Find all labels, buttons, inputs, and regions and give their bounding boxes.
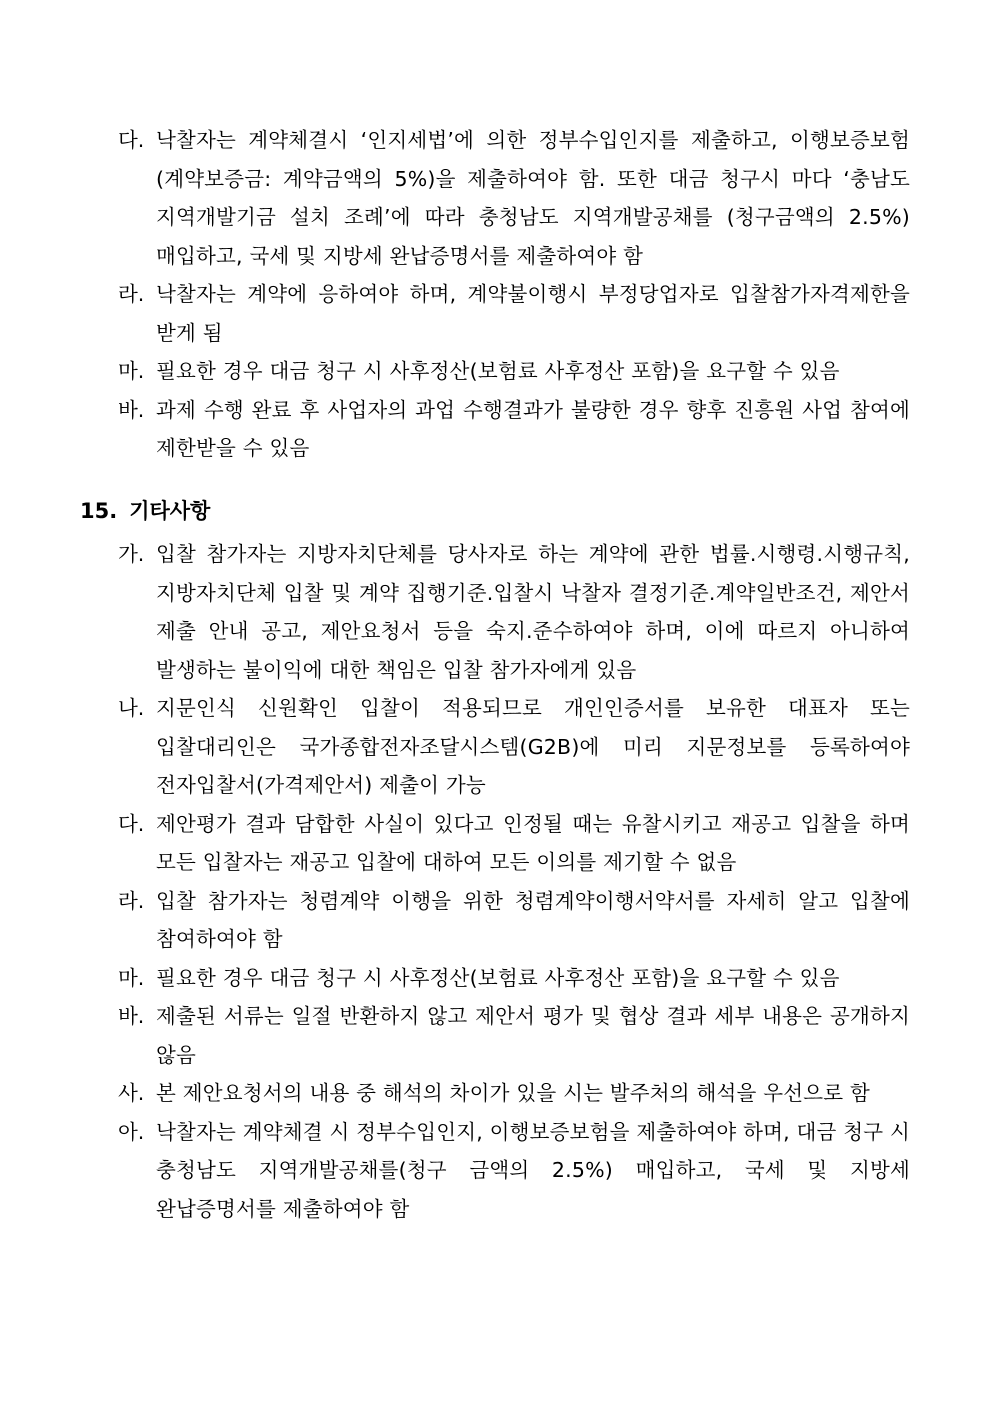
continued-list [118, 121, 910, 468]
list-marker: 가. [118, 542, 145, 566]
list-item [118, 1113, 910, 1229]
list-item [118, 1074, 910, 1113]
list-item-text: 입찰 참가자는 청렴계약 이행을 위한 청렴계약이행서약서를 자세히 알고 입찰에 참여하여야 함 [156, 888, 910, 951]
section-title: 기타사항 [129, 499, 211, 523]
list-item [118, 535, 910, 689]
list-marker: 라. [118, 888, 145, 913]
section-number: 15. [80, 499, 118, 523]
list-item-text: 낙찰자는 계약에 응하여야 하며, 계약불이행시 부정당업자로 입찰참가자격제한을 받게 됨 [156, 282, 910, 345]
list-item-text: 입찰 참가자는 지방자치단체를 당사자로 하는 계약에 관한 법률.시행령.시행규칙, 지방자치단체 입찰 및 계약 집행기준.입찰시 낙찰자 결정기준.계약일반조건, 제안서 제출 안내 공고, 제안요청서 등을 숙지.준수하여야 하며, 이에 따르지 아니하여 발생하는 불이익에 대한 책임은 입찰 참가자에게 있음 [156, 542, 910, 682]
list-item [118, 805, 910, 882]
list-item-text: 낙찰자는 계약체결시 ‘인지세법’에 의한 정부수입인지를 제출하고, 이행보증보험(계약보증금: 계약금액의 5%)을 제출하여야 함. 또한 대금 청구시 마다 ‘충남도 지역개발기금 설치 조례’에 따라 충청남도 지역개발공채를 (청구금액의 2.5%) 매입하고, 국세 및 지방세 완납증명서를 제출하여야 함 [156, 128, 910, 268]
list-item [118, 882, 910, 959]
list-marker: 다. [118, 128, 145, 152]
list-marker: 나. [118, 696, 145, 720]
list-item-text: 제출된 서류는 일절 반환하지 않고 제안서 평가 및 협상 결과 세부 내용은 공개하지 않음 [156, 1004, 910, 1067]
section-heading [80, 495, 210, 527]
list-item [118, 997, 910, 1074]
list-marker: 바. [118, 1004, 145, 1028]
section-list [118, 535, 910, 1228]
list-marker: 아. [118, 1119, 145, 1144]
list-item [118, 121, 910, 275]
list-item [118, 689, 910, 805]
list-item-text: 본 제안요청서의 내용 중 해석의 차이가 있을 시는 발주처의 해석을 우선으로 함 [156, 1081, 870, 1105]
list-item [118, 391, 910, 468]
list-item [118, 275, 910, 352]
list-item-text: 필요한 경우 대금 청구 시 사후정산(보험료 사후정산 포함)을 요구할 수 있음 [156, 965, 840, 990]
list-marker: 마. [118, 359, 145, 383]
list-marker: 마. [118, 965, 145, 990]
list-item [118, 352, 910, 391]
list-marker: 라. [118, 282, 145, 306]
list-item [118, 959, 910, 998]
list-item-text: 과제 수행 완료 후 사업자의 과업 수행결과가 불량한 경우 향후 진흥원 사업 참여에 제한받을 수 있음 [156, 397, 910, 460]
list-item-text: 지문인식 신원확인 입찰이 적용되므로 개인인증서를 보유한 대표자 또는 입찰대리인은 국가종합전자조달시스템(G2B)에 미리 지문정보를 등록하여야 전자입찰서(가격제안서) 제출이 가능 [156, 696, 910, 797]
list-item-text: 낙찰자는 계약체결 시 정부수입인지, 이행보증보험을 제출하여야 하며, 대금 청구 시 충청남도 지역개발공채를(청구 금액의 2.5%) 매입하고, 국세 및 지방세 완납증명서를 제출하여야 함 [156, 1119, 910, 1221]
list-marker: 다. [118, 811, 145, 836]
list-marker: 바. [118, 397, 145, 422]
list-item-text: 필요한 경우 대금 청구 시 사후정산(보험료 사후정산 포함)을 요구할 수 있음 [156, 359, 840, 383]
list-item-text: 제안평가 결과 담합한 사실이 있다고 인정될 때는 유찰시키고 재공고 입찰을 하며 모든 입찰자는 재공고 입찰에 대하여 모든 이의를 제기할 수 없음 [156, 811, 910, 874]
list-marker: 사. [118, 1081, 145, 1105]
